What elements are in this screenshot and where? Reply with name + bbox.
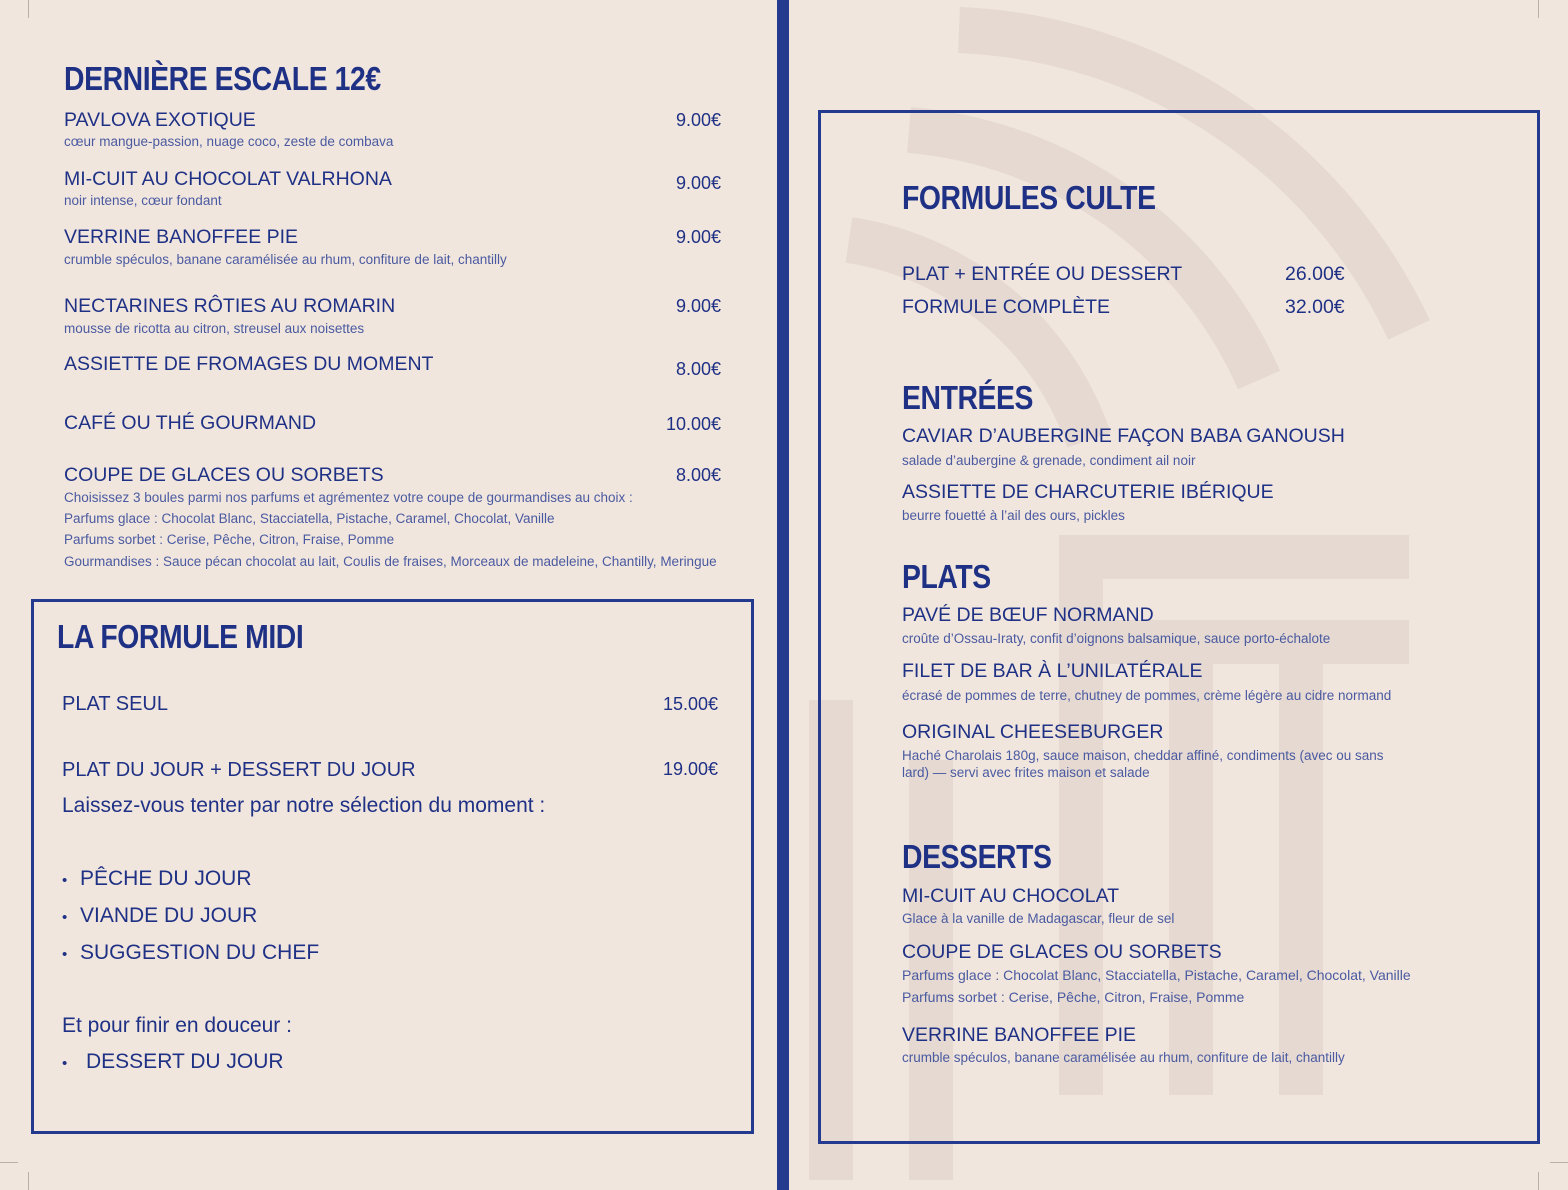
entree-name: CAVIAR D’AUBERGINE FAÇON BABA GANOUSH (902, 425, 1345, 447)
escale-item-name: VERRINE BANOFFEE PIE (64, 226, 299, 248)
choice-label: VIANDE DU JOUR (80, 904, 258, 927)
escale-item-price: 10.00€ (665, 414, 721, 434)
crop-mark (1550, 1162, 1568, 1163)
coupe-detail-line: Choisissez 3 boules parmi nos parfums et agrémentez votre coupe de gourmandises au choix : (64, 490, 633, 505)
entree-desc: beurre fouetté à l’ail des ours, pickles (902, 508, 1125, 523)
choice-item (62, 867, 252, 891)
plat-name: FILET DE BAR À L’UNILATÉRALE (902, 660, 1203, 682)
plat-desc: Haché Charolais 180g, sauce maison, cheddar affiné, condiments (avec ou sans (902, 748, 1384, 763)
page-divider (777, 0, 789, 1190)
escale-item-desc: crumble spéculos, banane caramélisée au rhum, confiture de lait, chantilly (64, 252, 507, 267)
dessert-name: VERRINE BANOFFEE PIE (902, 1024, 1137, 1046)
dessert-desc: crumble spéculos, banane caramélisée au rhum, confiture de lait, chantilly (902, 1050, 1345, 1065)
dessert-label: DESSERT DU JOUR (86, 1050, 284, 1073)
dessert-name: COUPE DE GLACES OU SORBETS (902, 941, 1222, 963)
desserts-title: DESSERTS (902, 838, 1052, 875)
dessert-desc: Glace à la vanille de Madagascar, fleur de sel (902, 911, 1175, 926)
plat-name: PAVÉ DE BŒUF NORMAND (902, 604, 1154, 626)
bullet-icon: • (62, 909, 68, 926)
escale-item-name: PAVLOVA EXOTIQUE (64, 109, 256, 131)
dessert-name: MI-CUIT AU CHOCOLAT (902, 885, 1120, 907)
crop-mark (28, 0, 29, 18)
plat-seul-price: 15.00€ (662, 694, 718, 714)
plat-desc: écrasé de pommes de terre, chutney de pommes, crème légère au cidre normand (902, 688, 1392, 703)
escale-item-desc: noir intense, cœur fondant (64, 193, 222, 208)
formule-name: PLAT + ENTRÉE OU DESSERT (902, 263, 1183, 285)
dessert-desc: Parfums sorbet : Cerise, Pêche, Citron, Fraise, Pomme (902, 989, 1245, 1005)
plat-desc: lard) — servi avec frites maison et salade (902, 765, 1150, 780)
escale-item-price: 9.00€ (675, 173, 721, 193)
crop-mark (1538, 1172, 1539, 1190)
coupe-detail-line: Parfums glace : Chocolat Blanc, Stacciatella, Pistache, Caramel, Chocolat, Vanille (64, 511, 555, 526)
entree-desc: salade d’aubergine & grenade, condiment ail noir (902, 453, 1196, 468)
plat-name: ORIGINAL CHEESEBURGER (902, 721, 1164, 743)
crop-mark (1538, 0, 1539, 18)
escale-item-price: 8.00€ (675, 465, 721, 485)
plats-title: PLATS (902, 558, 991, 595)
bullet-icon: • (62, 946, 68, 963)
dessert-desc: Parfums glace : Chocolat Blanc, Stacciatella, Pistache, Caramel, Chocolat, Vanille (902, 967, 1411, 983)
bullet-icon: • (62, 1055, 68, 1072)
midi-title: LA FORMULE MIDI (57, 618, 304, 655)
escale-item-name: ASSIETTE DE FROMAGES DU MOMENT (64, 353, 434, 375)
plat-dessert-price: 19.00€ (662, 759, 718, 779)
escale-item-desc: cœur mangue-passion, nuage coco, zeste de combava (64, 134, 394, 149)
escale-item-price: 9.00€ (675, 227, 721, 247)
formule-price: 32.00€ (1285, 296, 1345, 318)
choice-label: PÊCHE DU JOUR (80, 867, 252, 890)
plat-seul-name: PLAT SEUL (62, 693, 168, 715)
escale-item-name: COUPE DE GLACES OU SORBETS (64, 464, 384, 486)
escale-title: DERNIÈRE ESCALE 12€ (64, 60, 381, 97)
formule-name: FORMULE COMPLÈTE (902, 296, 1111, 318)
escale-item-price: 9.00€ (675, 296, 721, 316)
coupe-detail-line: Gourmandises : Sauce pécan chocolat au lait, Coulis de fraises, Morceaux de madeleine, Chantilly, Meringue (64, 554, 717, 569)
escale-item-name: MI-CUIT AU CHOCOLAT VALRHONA (64, 168, 392, 190)
escale-item-name: NECTARINES RÔTIES AU ROMARIN (64, 295, 396, 317)
escale-item-price: 8.00€ (675, 359, 721, 379)
crop-mark (28, 1172, 29, 1190)
escale-item-price: 9.00€ (675, 110, 721, 130)
formules-title: FORMULES CULTE (902, 179, 1156, 216)
choice-item (62, 941, 319, 965)
plat-dessert-name: PLAT DU JOUR + DESSERT DU JOUR (62, 759, 416, 781)
coupe-detail-line: Parfums sorbet : Cerise, Pêche, Citron, Fraise, Pomme (64, 532, 395, 547)
choice-label: SUGGESTION DU CHEF (80, 941, 320, 964)
midi-finish: Et pour finir en douceur : (62, 1014, 292, 1037)
bullet-icon: • (62, 872, 68, 889)
escale-item-desc: mousse de ricotta au citron, streusel aux noisettes (64, 321, 365, 336)
entrees-title: ENTRÉES (902, 379, 1034, 416)
choice-item (62, 904, 257, 928)
formule-price: 26.00€ (1285, 263, 1345, 285)
entree-name: ASSIETTE DE CHARCUTERIE IBÉRIQUE (902, 481, 1274, 503)
plat-desc: croûte d’Ossau-Iraty, confit d’oignons balsamique, sauce porto-échalote (902, 631, 1331, 646)
crop-mark (0, 1162, 18, 1163)
dessert-item (62, 1050, 284, 1074)
escale-item-name: CAFÉ OU THÉ GOURMAND (64, 412, 317, 434)
midi-intro: Laissez-vous tenter par notre sélection du moment : (62, 794, 546, 817)
